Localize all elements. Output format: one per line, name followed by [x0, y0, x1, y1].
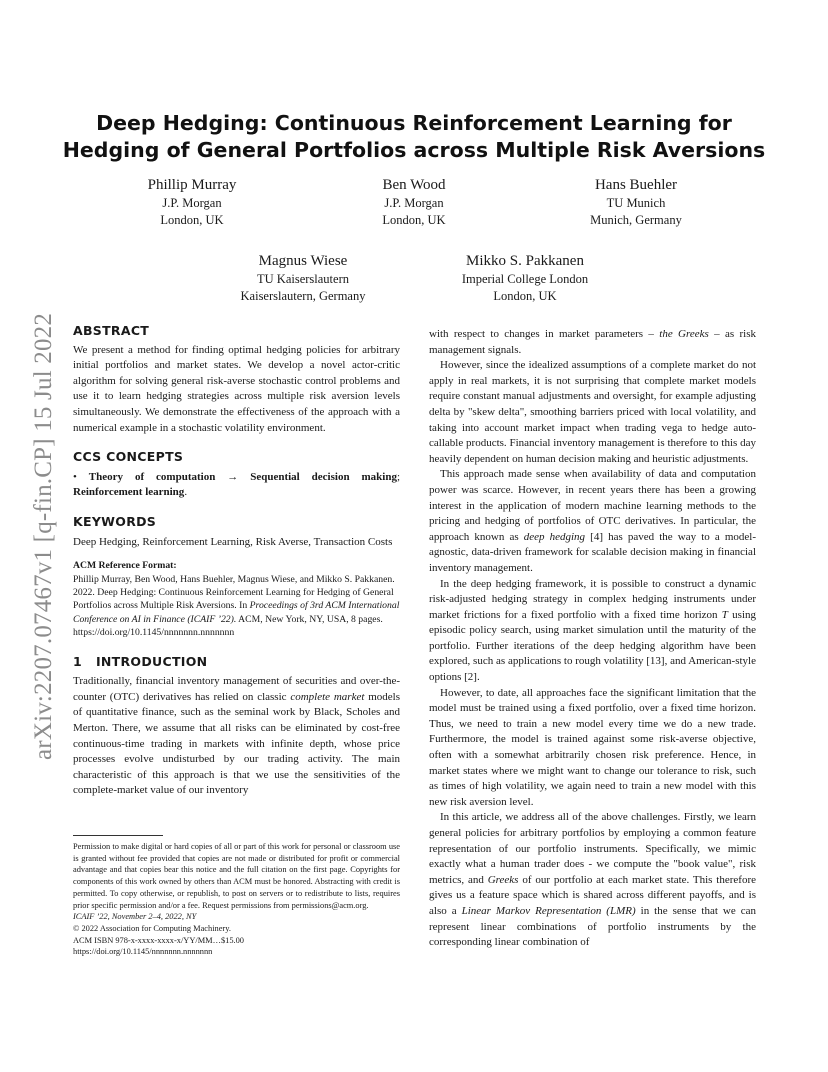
- body-paragraph: [429, 810, 756, 950]
- section-number: 1: [73, 653, 82, 669]
- author-location: London, UK: [160, 212, 224, 227]
- isbn-line: ACM ISBN 978-x-xxxx-xxxx-x/YY/MM…$15.00: [73, 935, 244, 945]
- text-run: using episodic policy search, using market simulation until the maturity of the portfolio. Further iterations of the deep hedging algorithm have been explored, such as applications to rough volatility [13], and American-style options [2].: [429, 608, 756, 684]
- text-run-italic: deep hedging: [523, 530, 586, 543]
- ccs-arrow: →: [215, 470, 251, 483]
- text-run-italic: complete market: [290, 690, 365, 703]
- conference-info: ICAIF ’22, November 2–4, 2022, NY: [73, 912, 197, 922]
- text-run: with respect to changes in market parameters –: [429, 328, 660, 340]
- paper-title: [60, 110, 768, 164]
- text-run-italic: Linear Markov Representation (LMR): [461, 904, 636, 917]
- author-block: [556, 175, 716, 228]
- ccs-separator: ;: [396, 470, 401, 483]
- author-affiliation: TU Kaiserslautern: [257, 272, 349, 286]
- acm-reference: [73, 559, 400, 639]
- copyright-line: © 2022 Association for Computing Machinery.: [73, 923, 231, 933]
- author-block: [435, 251, 615, 304]
- text-run-italic: Greeks: [487, 873, 519, 886]
- body-paragraph: [429, 577, 756, 686]
- title-line-1: Deep Hedging: Continuous Reinforcement Learning for: [96, 111, 732, 135]
- text-run: models of quantitative finance, such as the seminal work by Black, Scholes and Merton. There, we assume that all risks can be eliminated by cost-free continuous-time trading in markets with infinite depth, whose price processes evolve undisturbed by our trading activity. The main characteristic of this approach is that we use the sensitivities of the complete-market value of our inventory: [73, 690, 401, 797]
- arxiv-identifier: arXiv:2207.07467v1 [q-fin.CP] 15 Jul 2022: [30, 312, 57, 760]
- body-paragraph: [429, 327, 756, 358]
- body-paragraph: [429, 467, 756, 576]
- section-title: INTRODUCTION: [95, 653, 208, 669]
- text-run-italic: T: [721, 608, 728, 621]
- ccs-term: Reinforcement learning: [73, 486, 185, 499]
- abstract-heading: ABSTRACT: [73, 323, 150, 338]
- body-paragraph: However, since the idealized assumptions of a complete market do not apply in real markets, it is not surprising that complete market models require constant manual adjustments and oversight, for example adjusting delta by "skew delta", smoothing barriers priced with local volatility, and taking into account market impact when trading vega to hedge auto-callable products. Financial inventory management is therefore to this day heavily dependent on human decision making and heuristic adjustments.: [429, 359, 756, 465]
- ccs-term: Sequential decision making: [250, 470, 397, 483]
- title-line-2: Hedging of General Portfolios across Multiple Risk Aversions: [62, 138, 766, 162]
- keywords-text: Deep Hedging, Reinforcement Learning, Risk Averse, Transaction Costs: [73, 535, 393, 548]
- author-name: Magnus Wiese: [258, 253, 348, 269]
- ccs-heading: CCS CONCEPTS: [73, 449, 184, 465]
- permission-footnote: [73, 841, 400, 958]
- author-block: [213, 251, 393, 304]
- left-column: [73, 323, 400, 799]
- author-affiliation: J.P. Morgan: [384, 196, 444, 210]
- permission-text: Permission to make digital or hard copies of all or part of this work for personal or classroom use is granted without fee provided that copies are not made or distributed for profit or commercial advantage and that copies bear this notice and the full citation on the first page. Copyrights for components of this work owned by others than ACM must be honored. Abstracting with credit is permitted. To copy otherwise, or republish, to post on servers or to redistribute to lists, requires prior specific permission and/or a fee. Request permissions from permissions@acm.org.: [73, 842, 400, 910]
- abstract-text: We present a method for finding optimal hedging policies for arbitrary initial portfolios and market states. We develop a novel actor-critic algorithm for solving general risk-averse stochastic control problems and use it to learn hedging strategies across multiple risk aversion levels simultaneously. We demonstrate the effectiveness of the approach with a numerical example in a stochastic volatility environment.: [73, 343, 400, 434]
- author-block: [334, 175, 494, 228]
- author-location: London, UK: [493, 288, 557, 303]
- ccs-concepts: [73, 470, 400, 501]
- author-name: Mikko S. Pakkanen: [466, 253, 584, 269]
- author-block: [112, 175, 272, 228]
- text-run: This approach made sense when availability of data and computation power was scarce. However, in recent years there has been a growing interest in the application of modern machine learning methods to the pricing and hedging of portfolios of OTC derivatives. In particular, the approach known as: [429, 468, 756, 543]
- reference-heading: ACM Reference Format:: [73, 560, 177, 572]
- intro-paragraph: [73, 674, 400, 799]
- reference-citation: Phillip Murray, Ben Wood, Hans Buehler, Magnus Wiese, and Mikko S. Pakkanen. 2022. Deep Hedging: Continuous Reinforcement Learning for Hedging of General Portfolios across Multiple Risk Aversions. In: [73, 573, 395, 612]
- author-affiliation: Imperial College London: [461, 272, 589, 286]
- author-name: Phillip Murray: [147, 177, 237, 193]
- author-location: London, UK: [382, 212, 446, 227]
- right-column: [429, 327, 756, 951]
- text-run: In the deep hedging framework, it is possible to construct a dynamic risk-adjusted hedging strategy in complex hedging instruments under market frictions for a fixed portfolio with a fixed time horizon: [429, 577, 756, 621]
- body-paragraph: However, to date, all approaches face the significant limitation that the model must be trained using a fixed portfolio, over a fixed time horizon. Thus, we need to train a new model every time we do a new trade. Furthermore, the model is trained against some risk-averse objective, often with a somewhat arbitrarily chosen risk preference. Hence, in market states where we might want to change our tolerance to risk, such as times of high volatility, we again need to train a new model with this new risk aversion level.: [429, 686, 756, 808]
- ccs-end: .: [184, 486, 188, 499]
- author-name: Hans Buehler: [594, 177, 678, 193]
- keywords-heading: KEYWORDS: [73, 513, 157, 529]
- author-name: Ben Wood: [382, 177, 446, 193]
- doi-link[interactable]: https://doi.org/10.1145/nnnnnnn.nnnnnnn: [73, 947, 213, 957]
- author-location: Kaiserslautern, Germany: [240, 288, 366, 303]
- text-run: [4] has paved the way to a model-agnostic, data-driven framework for scalable decision making in financial inventory management.: [429, 530, 756, 574]
- author-location: Munich, Germany: [590, 212, 682, 227]
- text-run: In this article, we address all of the above challenges. Firstly, we learn general policies for arbitrary portfolios by employing a common feature representation of our portfolio instruments. Specifically, we mimic exactly what a human trader does - we compute the "book value", risk metrics, and: [429, 811, 756, 886]
- reference-proceedings: Proceedings of 3rd ACM International Conference on AI in Finance (ICAIF ’22).: [73, 600, 400, 625]
- reference-publisher: ACM, New York, NY, USA, 8 pages. https://doi.org/10.1145/nnnnnnn.nnnnnnn: [73, 613, 383, 639]
- text-run: in the sense that we can represent linear combinations of portfolio instruments by the corresponding linear combination of: [429, 904, 757, 949]
- ccs-bullet: •: [73, 470, 77, 483]
- ccs-term: Theory of computation: [88, 470, 216, 483]
- author-affiliation: J.P. Morgan: [162, 196, 222, 210]
- reference-text: [73, 573, 400, 640]
- text-run: Traditionally, financial inventory management of securities and over-the-counter (OTC) derivatives has relied on classic: [73, 675, 400, 703]
- text-run: of our portfolio at each market state. This therefore gives us a feature space which is shared across different payoffs, and is also a: [429, 873, 757, 917]
- text-run-italic: the Greeks: [659, 328, 709, 340]
- footnote-rule: [73, 835, 163, 836]
- text-run: – as risk management signals.: [429, 328, 756, 356]
- arxiv-sidebar: [22, 290, 66, 760]
- intro-heading: [73, 654, 400, 670]
- author-affiliation: TU Munich: [606, 196, 666, 210]
